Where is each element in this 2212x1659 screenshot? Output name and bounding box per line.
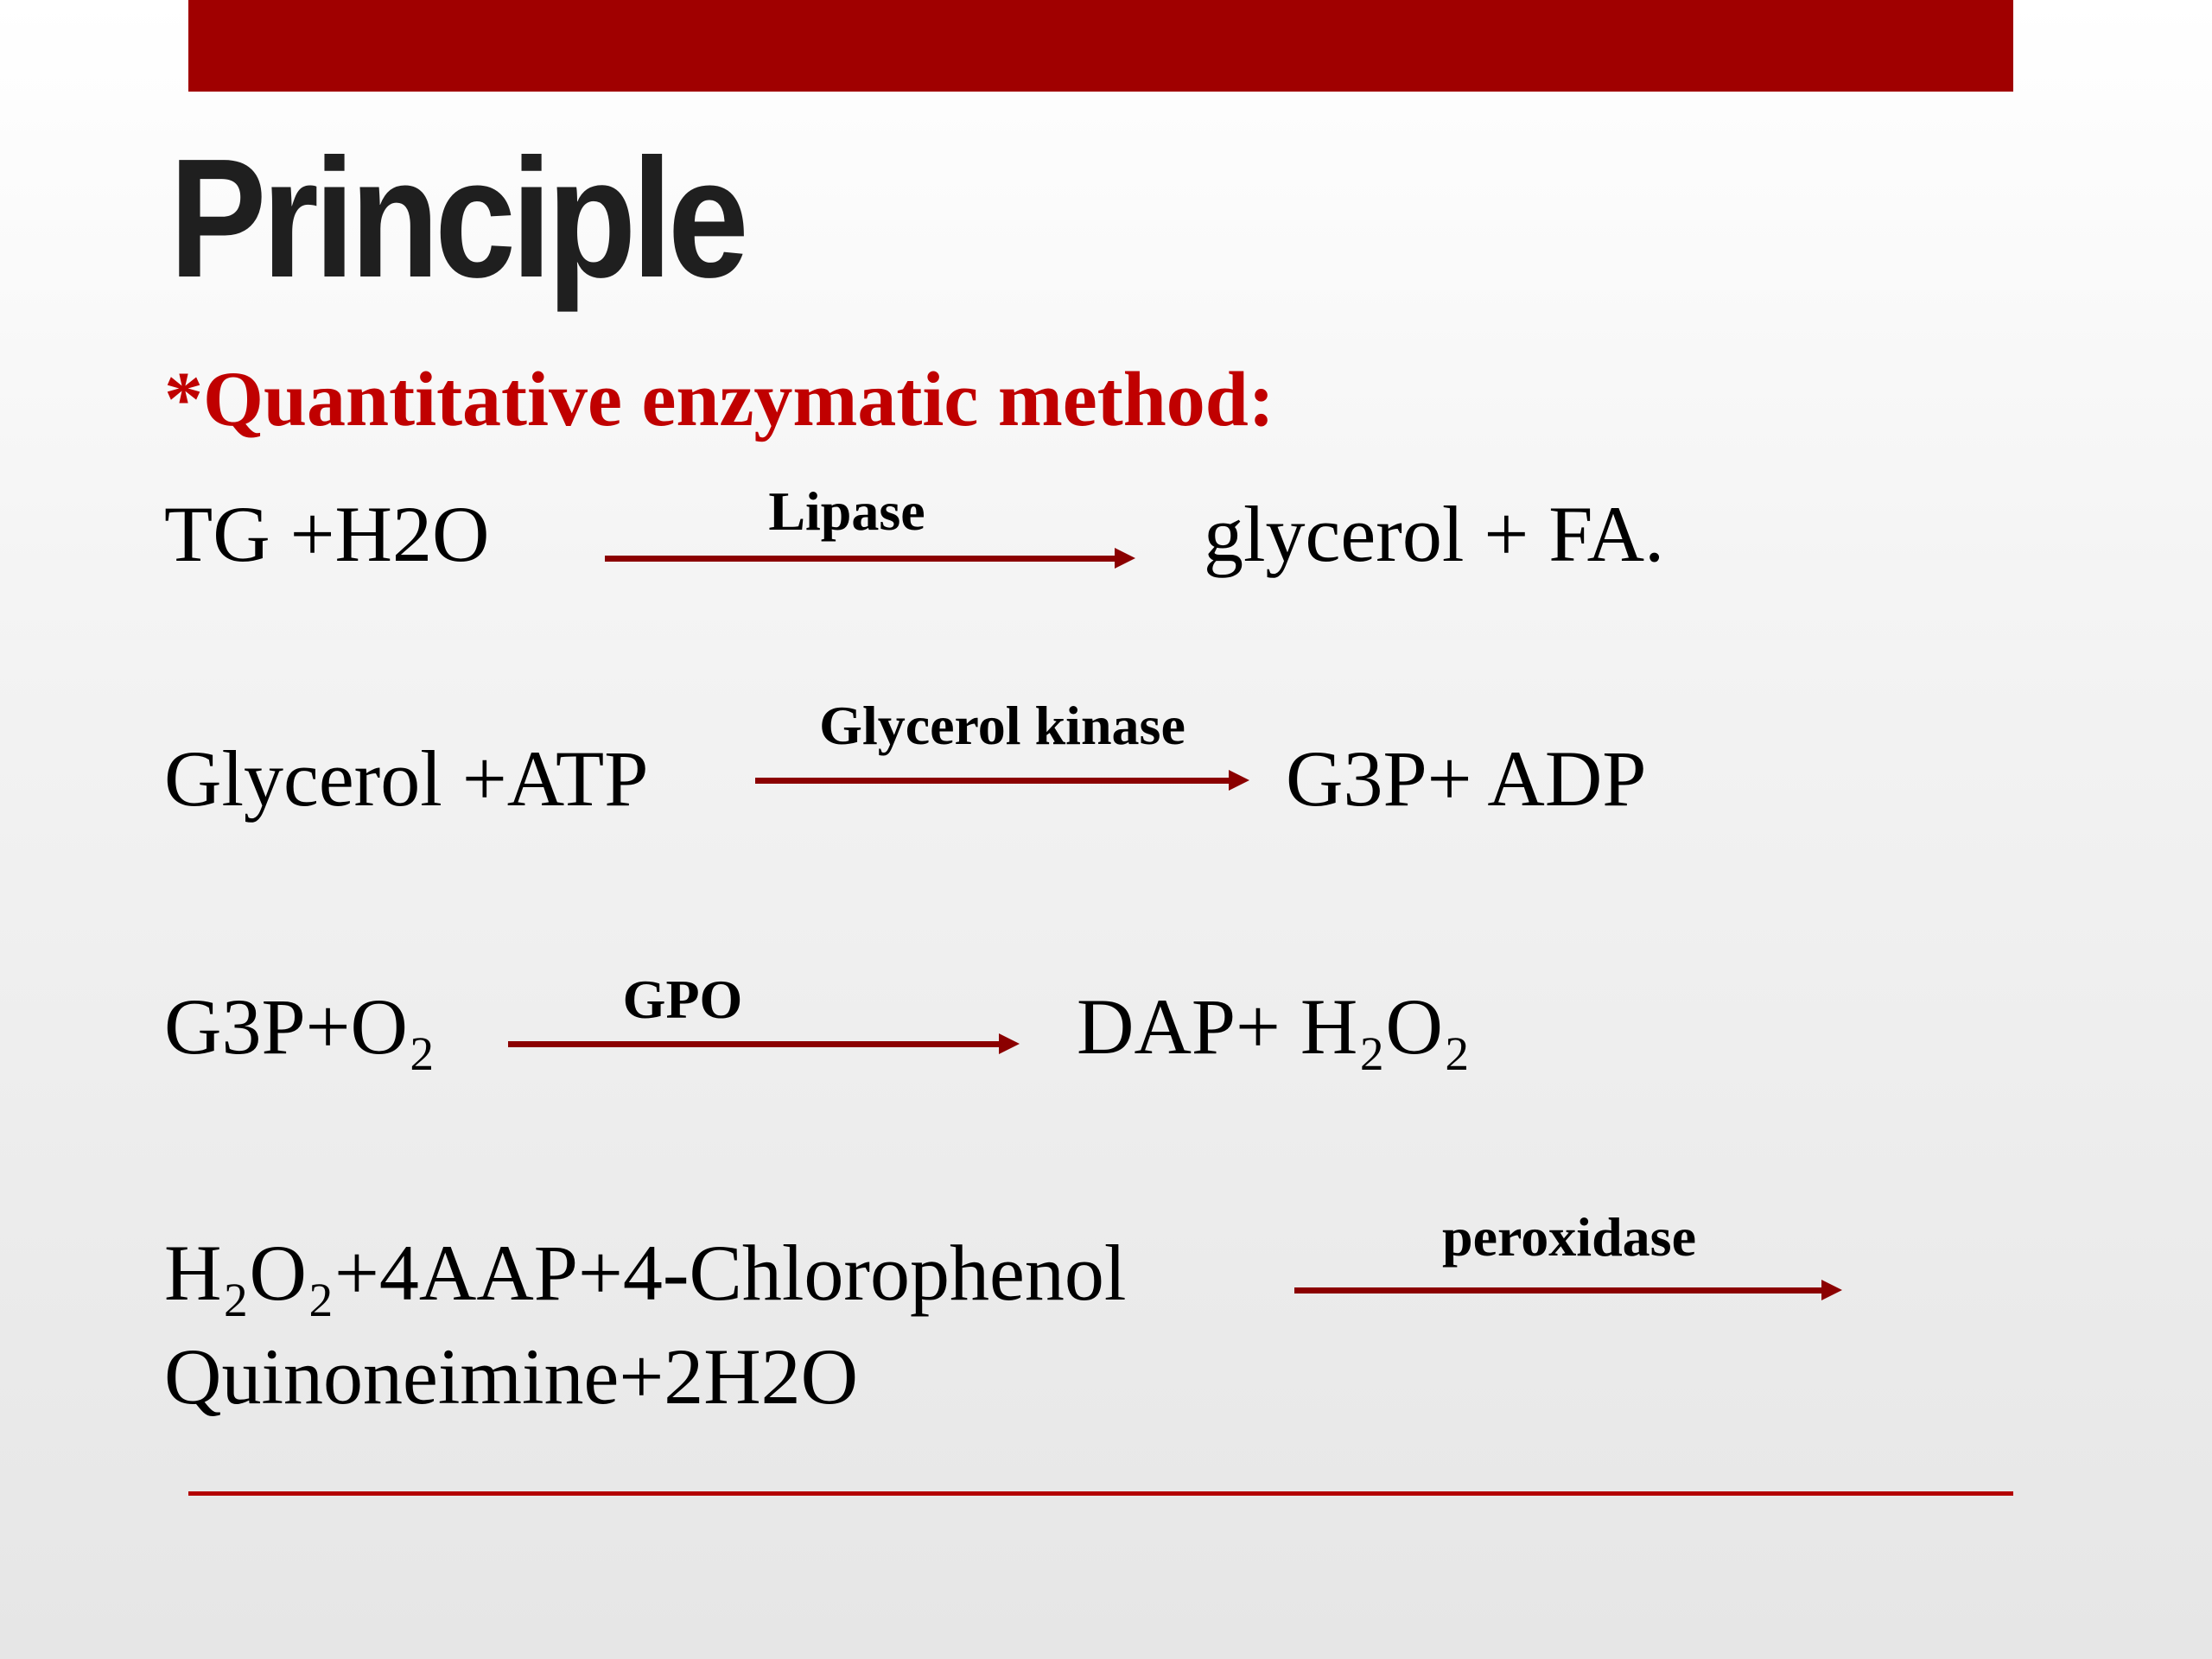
page-title: Principle — [169, 124, 745, 313]
reaction-1-arrow-icon — [605, 548, 1135, 569]
reaction-3-reactants: G3P+O₂ — [164, 982, 436, 1071]
reaction-4-reactants: H₂O₂+4AAP+4-Chlorophenol — [164, 1229, 1127, 1317]
method-subtitle: *Quantitative enzymatic method: — [164, 357, 1274, 442]
reaction-4-products: Quinoneimine+2H2O — [164, 1332, 859, 1421]
reaction-2-reactants: Glycerol +ATP — [164, 734, 649, 823]
reaction-2-arrow-icon — [755, 770, 1249, 791]
reaction-1-enzyme: Lipase — [768, 480, 925, 542]
reaction-4-arrow-icon — [1294, 1280, 1842, 1300]
reaction-1-products: glycerol + FA. — [1204, 490, 1665, 578]
reaction-4-enzyme: peroxidase — [1442, 1206, 1696, 1268]
top-accent-bar — [188, 0, 2013, 92]
bottom-divider — [188, 1491, 2013, 1496]
reaction-2-products: G3P+ ADP — [1286, 734, 1647, 823]
reaction-3-enzyme: GPO — [622, 969, 743, 1030]
reaction-2-enzyme: Glycerol kinase — [819, 695, 1185, 756]
reaction-1-reactants: TG +H2O — [164, 490, 490, 578]
reaction-3-arrow-icon — [508, 1033, 1020, 1054]
reaction-3-products: DAP+ H₂O₂ — [1077, 982, 1471, 1071]
